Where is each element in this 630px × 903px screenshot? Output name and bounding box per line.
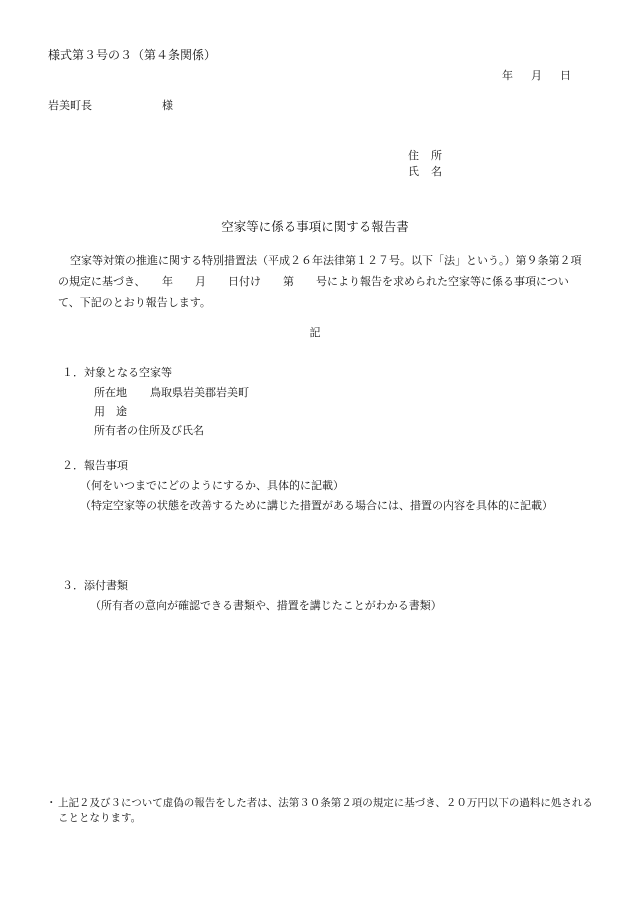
form-number: 様式第３号の３（第４条関係） — [48, 48, 217, 62]
addressee-name: 岩美町長 — [48, 99, 92, 112]
section2-note-1: （何をいつまでにどのようにするか、具体的に記載） — [80, 479, 344, 492]
addressee-honorific: 様 — [162, 99, 173, 112]
date-year: 年 — [502, 69, 513, 82]
date-day: 日 — [560, 69, 571, 82]
reporter-name-label: 氏 名 — [408, 165, 442, 178]
section1-owner-row — [94, 425, 204, 436]
footnote-bullet: ・ — [46, 797, 57, 809]
footnote — [46, 796, 600, 826]
section3-note-1: （所有者の意向が確認できる書類や、措置を講じたことがわかる書類） — [90, 599, 442, 612]
section2-note-2: （特定空家等の状態を改善するために講じた措置がある場合には、措置の内容を具体的に記載） — [80, 499, 553, 512]
body-paragraph-text: 空家等対策の推進に関する特別措置法（平成２６年法律第１２７号。以下「法」という。）第９条第２項の規定に基づき、 年 月 日付け 第 号により報告を求められた空家等に係る事項について、下記のとおり報告します。 — [58, 254, 582, 309]
date-month: 月 — [531, 69, 542, 82]
date-line — [502, 70, 571, 81]
addressee — [48, 100, 173, 111]
reporter-block — [408, 148, 442, 180]
reporter-address-label: 住 所 — [408, 149, 442, 162]
section1-location-row — [94, 387, 249, 398]
body-paragraph — [58, 250, 588, 313]
ki-marker: 記 — [309, 326, 321, 339]
footnote-text: 上記２及び３について虚偽の報告をした者は、法第３０条第２項の規定に基づき、２０万円以下の過料に処されることとなります。 — [58, 797, 593, 824]
section1-heading: １．対象となる空家等 — [62, 366, 172, 379]
usage-label: 用 途 — [94, 405, 127, 418]
section1-usage-row — [94, 406, 150, 417]
section3-heading: ３．添付書類 — [62, 579, 128, 592]
document-title: 空家等に係る事項に関する報告書 — [221, 219, 409, 234]
location-value: 鳥取県岩美郡岩美町 — [150, 386, 249, 399]
section2-heading: ２．報告事項 — [62, 459, 128, 472]
owner-label: 所有者の住所及び氏名 — [94, 424, 204, 437]
location-label: 所在地 — [94, 386, 127, 399]
